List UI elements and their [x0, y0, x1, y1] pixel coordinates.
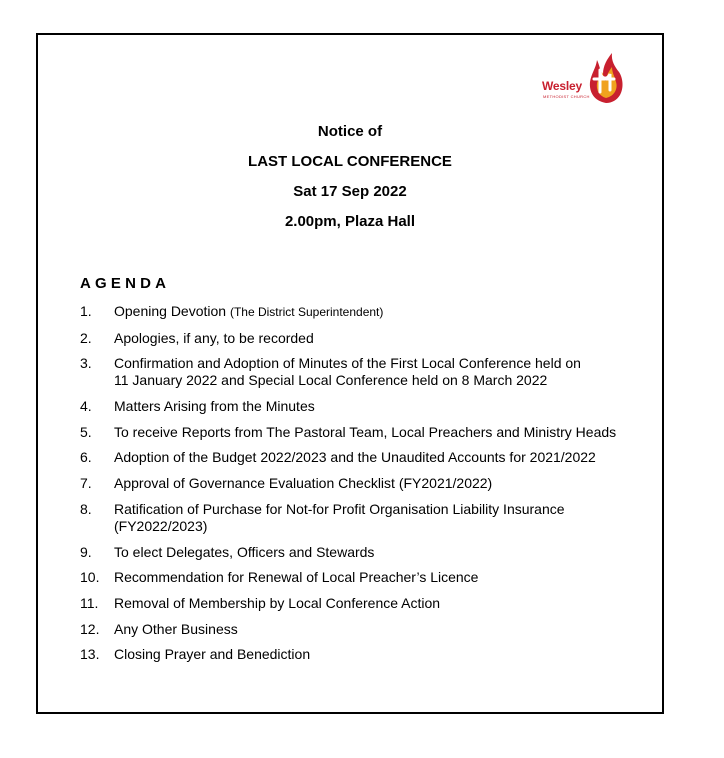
agenda-item-text: Opening Devotion	[114, 303, 227, 319]
agenda-item-number: 13.	[80, 646, 100, 663]
agenda-item-text: Adoption of the Budget 2022/2023 and the Unaudited Accounts for 2021/2022	[114, 449, 596, 466]
agenda-item	[80, 501, 650, 535]
agenda-item	[80, 621, 650, 638]
agenda-item-number: 12.	[80, 620, 100, 637]
agenda-item-text: Removal of Membership by Local Conference Action	[114, 594, 441, 611]
agenda-item-number: 7.	[80, 475, 92, 492]
notice-title-block	[36, 120, 664, 240]
agenda-item-text: Confirmation and Adoption of Minutes of the First Local Conference held on	[114, 355, 581, 372]
notice-line-2: LAST LOCAL CONFERENCE	[248, 153, 452, 170]
agenda-item	[80, 569, 650, 586]
agenda-item	[80, 355, 650, 389]
agenda-item-text: Closing Prayer and Benediction	[114, 646, 311, 663]
agenda-item-number: 1.	[80, 303, 92, 319]
agenda-item	[80, 475, 650, 492]
agenda-item-number: 2.	[80, 329, 92, 346]
agenda-item	[80, 449, 650, 466]
agenda-item-text: Apologies, if any, to be recorded	[114, 329, 314, 346]
agenda-item-text-continued: (FY2022/2023)	[114, 517, 208, 534]
agenda-item	[80, 303, 650, 321]
agenda-item-number: 11.	[80, 594, 99, 611]
flame-cross-icon	[588, 52, 624, 104]
agenda-item-number: 4.	[80, 398, 92, 415]
church-logo	[542, 52, 624, 106]
logo-subtitle: METHODIST CHURCH	[543, 94, 590, 99]
notice-time-venue: 2.00pm, Plaza Hall	[284, 213, 416, 230]
notice-date: Sat 17 Sep 2022	[293, 183, 407, 200]
agenda-heading: AGENDA	[80, 275, 171, 292]
agenda-list	[80, 303, 650, 672]
agenda-item-note: (The District Superintendent)	[229, 305, 384, 319]
agenda-item	[80, 595, 650, 612]
agenda-item-text-continued: 11 January 2022 and Special Local Conference held on 8 March 2022	[114, 372, 548, 389]
agenda-item-text: To elect Delegates, Officers and Stewards	[114, 543, 375, 560]
agenda-item	[80, 646, 650, 663]
agenda-item-number: 6.	[80, 449, 92, 466]
agenda-item-number: 9.	[80, 543, 92, 560]
agenda-item-text: Recommendation for Renewal of Local Preacher’s Licence	[114, 569, 479, 586]
agenda-item-text: Matters Arising from the Minutes	[114, 398, 315, 415]
agenda-item-number: 3.	[80, 355, 92, 372]
agenda-item-text: Any Other Business	[114, 620, 238, 637]
agenda-item-number: 5.	[80, 423, 92, 440]
agenda-item	[80, 330, 650, 347]
logo-wordmark: Wesley	[542, 79, 582, 93]
agenda-item-number: 8.	[80, 500, 92, 517]
agenda-item	[80, 398, 650, 415]
agenda-item	[80, 424, 650, 441]
agenda-item-number: 10.	[80, 569, 100, 586]
agenda-item-text: Approval of Governance Evaluation Checklist (FY2021/2022)	[114, 475, 493, 492]
agenda-item-text: To receive Reports from The Pastoral Team, Local Preachers and Ministry Heads	[114, 423, 617, 440]
notice-line-1: Notice of	[317, 123, 383, 140]
agenda-item-text: Ratification of Purchase for Not-for Profit Organisation Liability Insurance	[114, 500, 565, 517]
agenda-item	[80, 544, 650, 561]
